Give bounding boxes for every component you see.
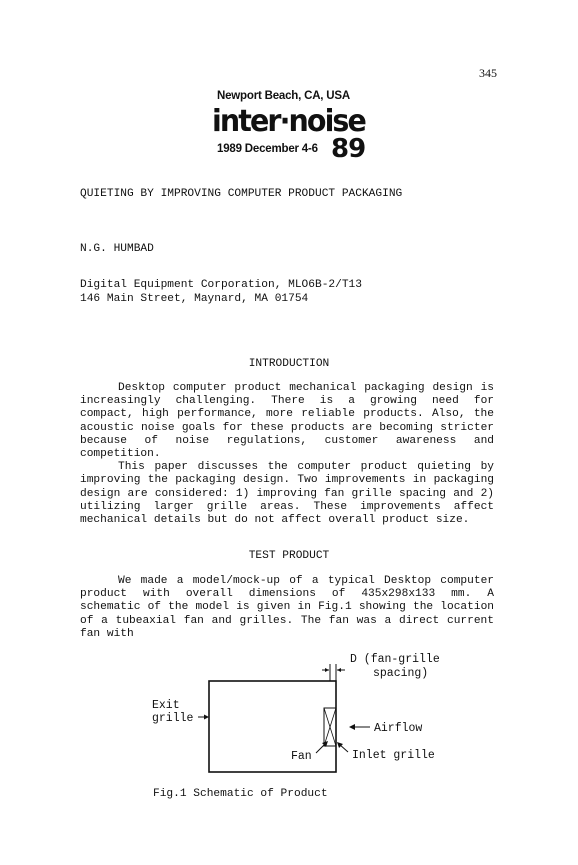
conference-year: 89 (331, 134, 366, 164)
spacing-arrowhead (337, 668, 341, 672)
airflow-arrowhead (349, 724, 355, 730)
introduction-body (80, 382, 494, 527)
paper-title: QUIETING BY IMPROVING COMPUTER PRODUCT PACKAGING (80, 188, 403, 200)
label-inlet-grille: Inlet grille (352, 749, 435, 762)
paragraph: Desktop computer product mechanical packaging design is increasingly challenging. There is a growing need for compact, high performance, more reliable products. Also, the acoustic noise goals for these products are becoming stricter because of noise regulations, customer awareness and competition. (80, 382, 494, 461)
affiliation-line: 146 Main Street, Maynard, MA 01754 (80, 292, 309, 305)
product-box (209, 681, 336, 772)
paragraph: This paper discusses the computer product quieting by improving the packaging design. Two improvements in packaging design are considered: 1) improving fan grille spacing and 2) utilizing larger grille areas. These improvements affect mechanical details but do not affect overall product size. (80, 461, 494, 527)
label-exit-grille: grille (152, 712, 194, 725)
paragraph: We made a model/mock-up of a typical Desktop computer product with overall dimensions of 435x298x133 mm. A schematic of the model is given in Fig.1 showing the location of a tubeaxial fan and grilles. The fan was a direct current fan with (80, 575, 494, 640)
figure-caption: Fig.1 Schematic of Product (153, 788, 328, 800)
page-number: 345 (479, 66, 497, 80)
test-product-body (80, 575, 494, 641)
author-name: N.G. HUMBAD (80, 243, 154, 255)
spacing-arrowhead (325, 668, 329, 672)
label-spacing: D (fan-grille (350, 653, 440, 666)
conference-logo: inter·noise (212, 104, 365, 139)
section-heading-test-product: TEST PRODUCT (248, 550, 330, 562)
label-airflow: Airflow (374, 722, 423, 735)
section-heading-introduction: INTRODUCTION (248, 358, 330, 370)
conference-location: Newport Beach, CA, USA (217, 90, 350, 102)
label-spacing-2: spacing) (373, 667, 429, 680)
author-affiliation (80, 279, 362, 306)
affiliation-line: Digital Equipment Corporation, MLO6B-2/T13 (80, 279, 362, 291)
product-schematic-figure (140, 650, 470, 785)
label-fan: Fan (291, 750, 312, 763)
conference-date: 1989 December 4-6 (217, 143, 318, 155)
label-exit: Exit (152, 699, 180, 712)
